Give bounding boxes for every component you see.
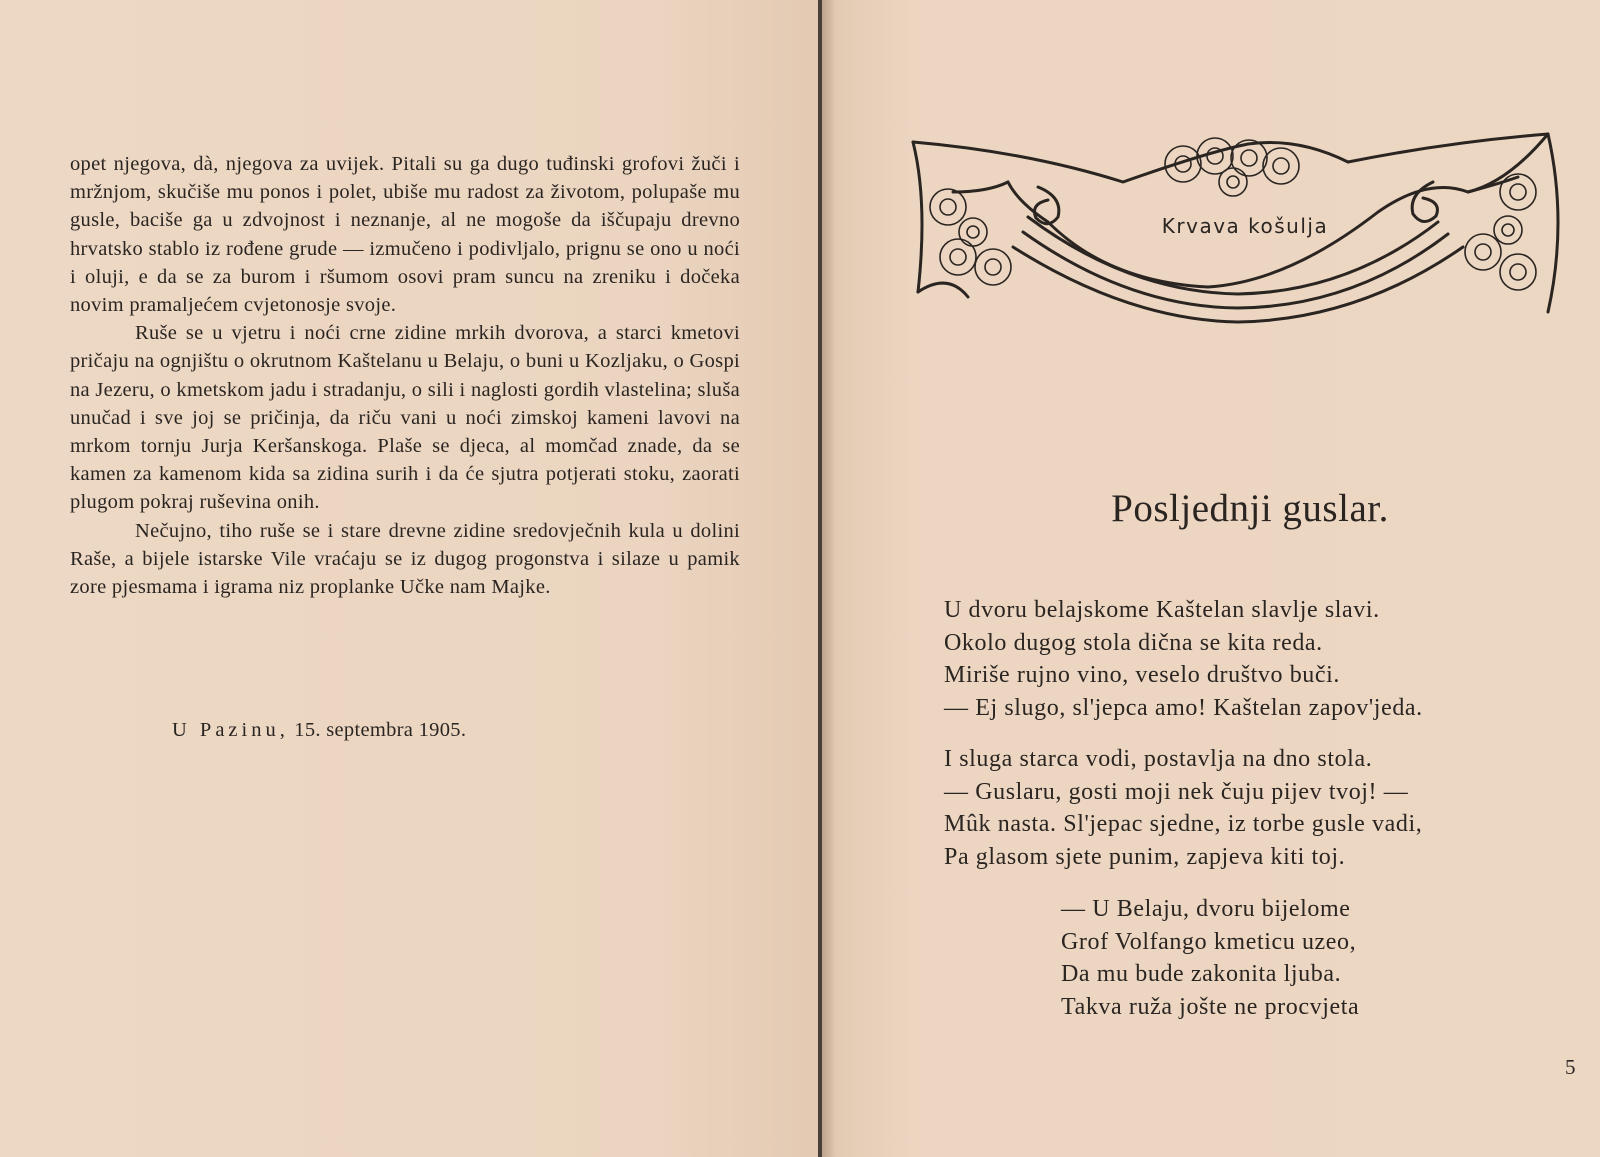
stanza-2 [944,743,1422,873]
verse-line: I sluga starca vodi, postavlja na dno stola. [944,746,1373,772]
dateline-date: 15. septembra 1905. [294,719,467,741]
paragraph-1: opet njegova, dà, njegova za uvijek. Pitali su ga dugo tuđinski grofovi žuči i mržnjom, skučiše mu ponos i polet, ubiše mu radost za životom, polupaše mu gusle, baciše ga u zdvojnost i neznanje, al ne mogoše da iščupaju drevno hrvatsko stablo iz rođene grude — izmučeno i podivljalo, prignu se ono u noći i oluji, e da se za burom i ršumom osovi pram suncu na zreniku i dočeka novim pramaljećem cvjetonosje svoje. [70,153,740,317]
gutter-shadow [822,0,836,1157]
stanza-3 [1061,893,1359,1023]
verse-line: — U Belaju, dvoru bijelome [1061,896,1351,922]
verse-line: Takva ruža jošte ne procvjeta [1061,993,1360,1020]
verse-line: — Guslaru, gosti moji nek čuju pijev tvoj! — [944,778,1409,805]
verse-line: Okolo dugog stola dična se kita reda. [944,629,1323,656]
paragraph-3: Nečujno, tiho ruše se i stare drevne zidine sredovječnih kula u dolini Raše, a bijele istarske Vile vraćaju se iz dugog progonstva i silaze u pamik zore pjesmama i igrama niz proplanke Učke nam Majke. [70,519,740,599]
page-number: 5 [1565,1055,1576,1079]
ornament-title: Krvava košulja [1161,214,1329,238]
stanza-1 [944,594,1423,724]
paragraph-2: Ruše se u vjetru i noći crne zidine mrkih dvorova, a starci kmetovi pričaju na ognjištu o okrutnom Kaštelanu u Belaju, o buni u Kozljaku, o Gospi na Jezeru, o kmetskom jadu i stradanju, o sili i naglosti gordih vlastelina; sluša unučad i sve joj se pričinja, da riču vani u noći zimskoj kameni lavovi na mrkom tornju Jurja Keršanskoga. Plaše se djeca, al momčad znade, da se kamen za kamenom kida sa zidina surih i da će sjutra potjerati stoku, zaorati plugom pokraj ruševina onih. [70,322,740,514]
dateline [172,719,466,742]
left-page-prose [70,150,740,601]
poem-title: Posljednji guslar. [1111,487,1389,530]
verse-line: Pa glasom sjete punim, zapjeva kiti toj. [944,843,1346,870]
verse-line: Grof Volfango kmeticu uzeo, [1061,928,1357,955]
flower-cluster-left [930,189,1011,285]
verse-line: Mûk nasta. Sl'jepac sjedne, iz torbe gusle vadi, [944,811,1423,838]
verse-line: U dvoru belajskome Kaštelan slavlje slavi. [944,597,1380,623]
verse-line: Da mu bude zakonita ljuba. [1061,961,1342,988]
verse-line: Miriše rujno vino, veselo društvo buči. [944,662,1341,689]
verse-line: — Ej slugo, sl'jepca amo! Kaštelan zapov'jeda. [944,694,1423,721]
dateline-place: U Pazinu, [172,719,289,741]
